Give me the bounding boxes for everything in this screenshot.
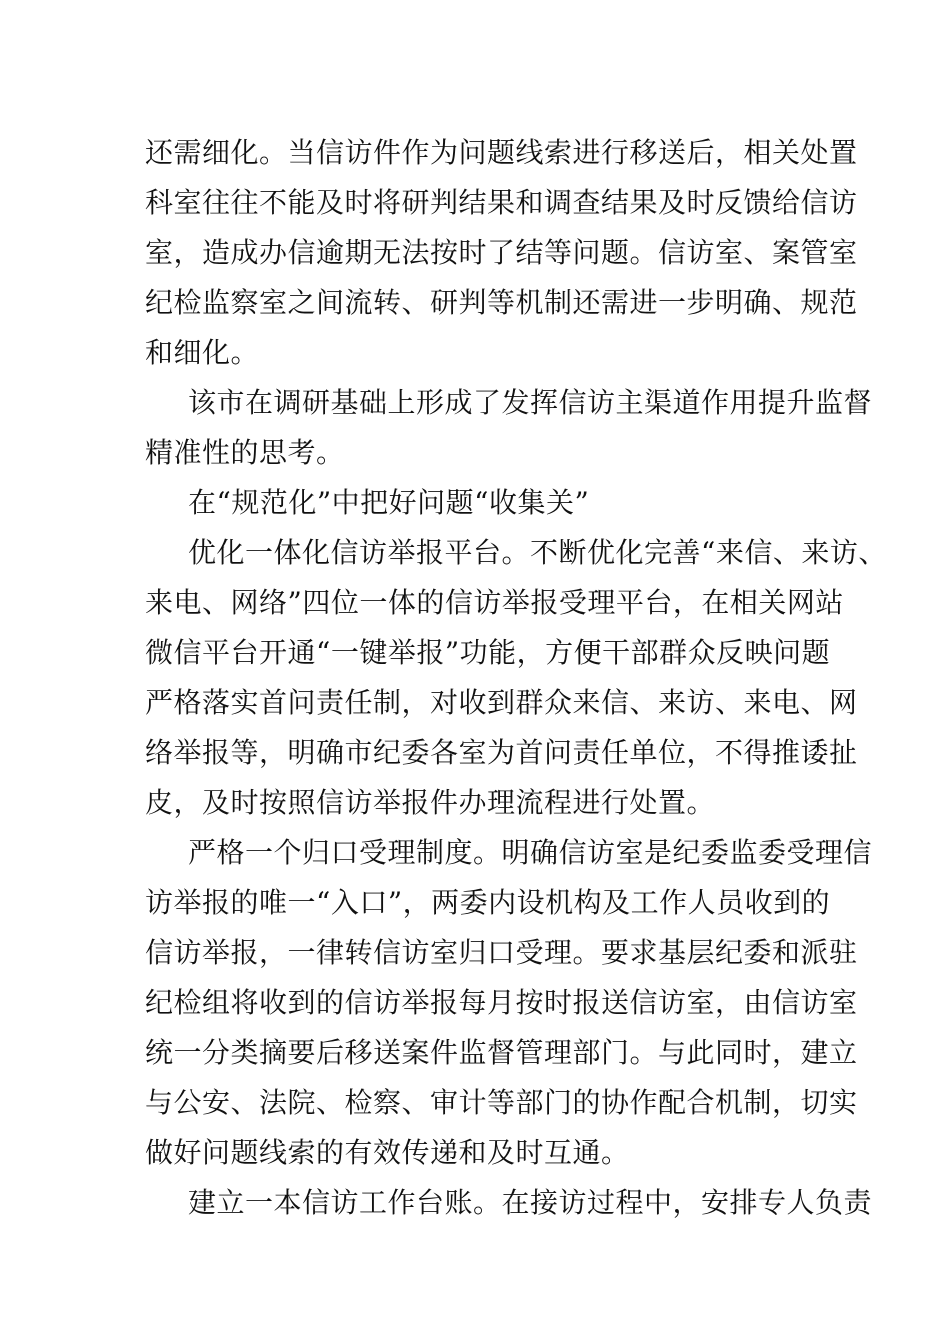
text-line: 与公安、法院、检察、审计等部门的协作配合机制，切实: [145, 1086, 858, 1119]
section-heading: 在“规范化”中把好问题“收集关”: [188, 486, 590, 519]
text-line: 和细化。: [145, 336, 260, 369]
paragraph-start-line: 严格一个归口受理制度。明确信访室是纪委监委受理信: [188, 836, 873, 869]
text-line: 访举报的唯一“入口”，两委内设机构及工作人员收到的: [145, 886, 831, 919]
text-line: 纪检监察室之间流转、研判等机制还需进一步明确、规范: [145, 286, 858, 319]
text-line: 信访举报，一律转信访室归口受理。要求基层纪委和派驻: [145, 936, 858, 969]
text-line: 做好问题线索的有效传递和及时互通。: [145, 1136, 630, 1169]
paragraph-start-line: 建立一本信访工作台账。在接访过程中，安排专人负责: [188, 1186, 873, 1219]
paragraph-start-line: 优化一体化信访举报平台。不断优化完善“来信、来访、: [188, 536, 887, 569]
text-line: 科室往往不能及时将研判结果和调查结果及时反馈给信访: [145, 186, 858, 219]
text-line: 室，造成办信逾期无法按时了结等问题。信访室、案管室: [145, 236, 858, 269]
text-line: 微信平台开通“一键举报”功能，方便干部群众反映问题: [145, 636, 831, 669]
paragraph-start-line: 该市在调研基础上形成了发挥信访主渠道作用提升监督: [188, 386, 873, 419]
text-line: 来电、网络”四位一体的信访举报受理平台，在相关网站: [145, 586, 844, 619]
text-line: 皮，及时按照信访举报件办理流程进行处置。: [145, 786, 716, 819]
text-line: 纪检组将收到的信访举报每月按时报送信访室，由信访室: [145, 986, 858, 1019]
text-line: 统一分类摘要后移送案件监督管理部门。与此同时，建立: [145, 1036, 858, 1069]
document-body: [145, 128, 887, 1228]
text-line: 络举报等，明确市纪委各室为首问责任单位，不得推诿扯: [145, 736, 858, 769]
text-line: 严格落实首问责任制，对收到群众来信、来访、来电、网: [145, 686, 858, 719]
text-line: 精准性的思考。: [145, 436, 345, 469]
text-line: 还需细化。当信访件作为问题线索进行移送后，相关处置: [145, 136, 858, 169]
